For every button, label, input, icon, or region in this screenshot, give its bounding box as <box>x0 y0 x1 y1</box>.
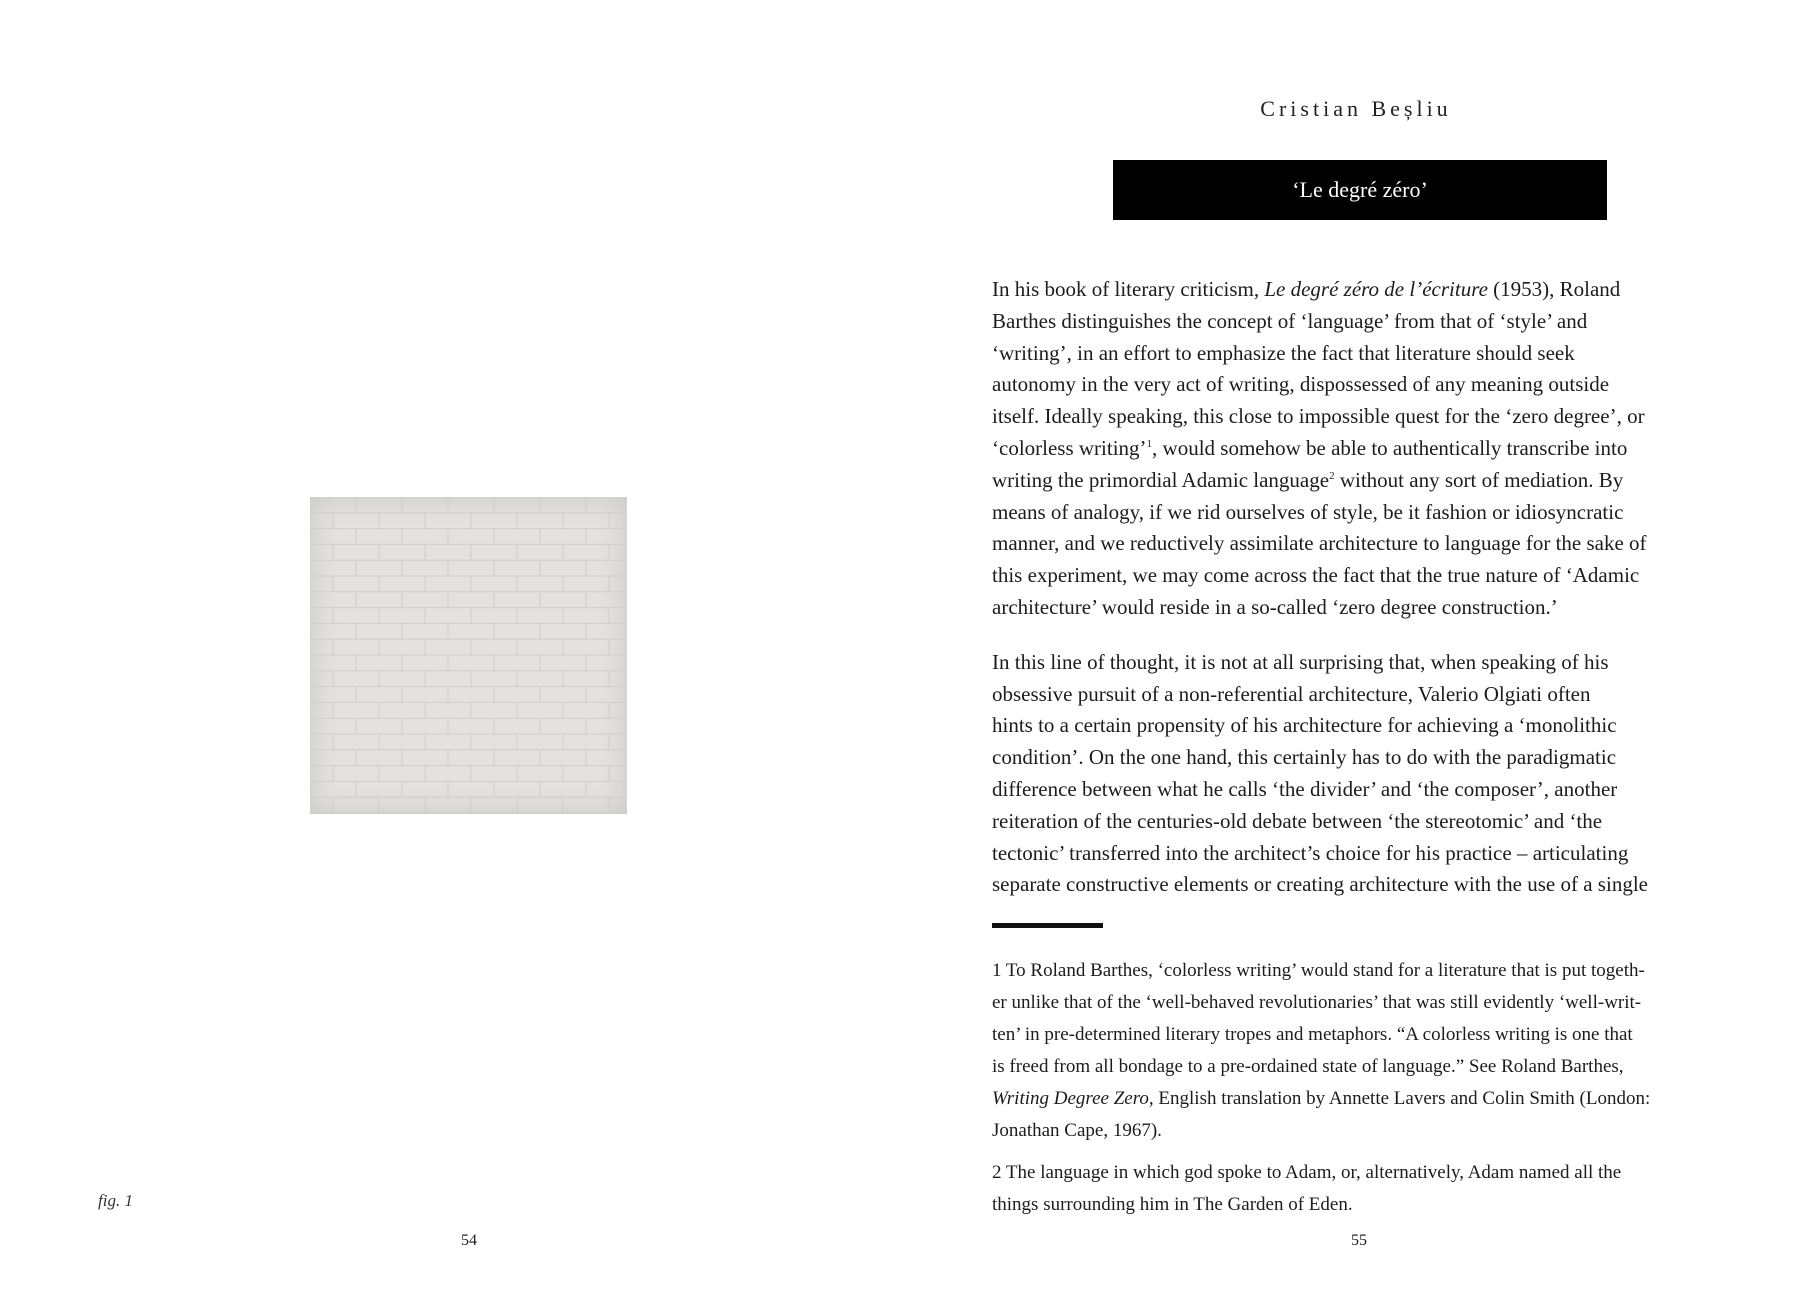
text-line: separate constructive elements or creating architecture with the use of a single <box>992 872 1648 897</box>
text-line: condition’. On the one hand, this certainly has to do with the paradigmatic <box>992 745 1617 770</box>
footnote-ref-1[interactable]: 1 <box>1146 437 1153 450</box>
text-line: means of analogy, if we rid ourselves of style, be it fashion or idiosyncratic <box>992 499 1624 524</box>
text-line: Barthes distinguishes the concept of ‘language’ from that of ‘style’ and <box>992 308 1588 333</box>
right-page <box>904 0 1808 1296</box>
brick-wall-figure <box>310 497 627 814</box>
cited-title-italic: Writing Degree Zero, <box>992 1088 1154 1109</box>
chapter-title: ‘Le degré zéro’ <box>1292 177 1428 202</box>
text-line: writing the primordial Adamic language$^2$ without any sort of mediation. By <box>992 467 1624 492</box>
text-line: this experiment, we may come across the fact that the true nature of ‘Adamic <box>992 563 1640 588</box>
figure-caption: fig. 1 <box>98 1191 133 1210</box>
footnote-ref-2[interactable]: 2 <box>1329 469 1335 482</box>
text-line: obsessive pursuit of a non-referential architecture, Valerio Olgiati often <box>992 681 1591 706</box>
text-line: ‘colorless writing’$^1$, would somehow be able to authentically transcribe into <box>992 435 1628 460</box>
page-number-right: 55 <box>1351 1232 1367 1249</box>
footnote-divider <box>992 923 1103 928</box>
chapter-title-bar <box>1113 160 1607 220</box>
footnotes <box>992 955 1752 1231</box>
footnote-line: Writing Degree Zero, English translation by Annette Lavers and Colin Smith (London: <box>992 1088 1651 1109</box>
footnote-line: things surrounding him in The Garden of Eden. <box>992 1194 1353 1215</box>
text-line: architecture’ would reside in a so-called ‘zero degree construction.’ <box>992 594 1558 619</box>
footnote-line: is freed from all bondage to a pre-ordained state of language.” See Roland Barthes, <box>992 1056 1624 1077</box>
text-line: difference between what he calls ‘the divider’ and ‘the composer’, another <box>992 776 1618 801</box>
body-text <box>992 274 1742 924</box>
text-line: In this line of thought, it is not at all surprising that, when speaking of his <box>992 649 1609 674</box>
text-line: autonomy in the very act of writing, dispossessed of any meaning outside <box>992 372 1610 397</box>
footnote-2 <box>992 1157 1752 1221</box>
page-number-left: 54 <box>461 1232 477 1249</box>
footnote-line: Jonathan Cape, 1967). <box>992 1120 1162 1141</box>
footnote-line: 2 The language in which god spoke to Adam, or, alternatively, Adam named all the <box>992 1162 1622 1183</box>
text-line: tectonic’ transferred into the architect’s choice for his practice – articulating <box>992 840 1629 865</box>
author-name: Cristian Beșliu <box>1260 96 1452 121</box>
footnote-line: ten’ in pre-determined literary tropes and metaphors. “A colorless writing is one that <box>992 1024 1633 1045</box>
text-line: ‘writing’, in an effort to emphasize the fact that literature should seek <box>992 340 1575 365</box>
text-line: In his book of literary criticism, Le degré zéro de l’écriture (1953), Roland <box>992 277 1621 301</box>
footnote-line: er unlike that of the ‘well-behaved revolutionaries’ that was still evidently ‘well-writ- <box>992 992 1642 1013</box>
text-line: itself. Ideally speaking, this close to impossible quest for the ‘zero degree’, or <box>992 404 1645 429</box>
text-line: hints to a certain propensity of his architecture for achieving a ‘monolithic <box>992 713 1617 738</box>
text-line: manner, and we reductively assimilate architecture to language for the sake of <box>992 531 1647 556</box>
book-title-italic: Le degré zéro de l’écriture <box>1264 277 1488 301</box>
footnote-1 <box>992 955 1752 1147</box>
paragraph-2 <box>992 647 1742 901</box>
text-line: reiteration of the centuries-old debate between ‘the stereotomic’ and ‘the <box>992 808 1603 833</box>
brick-wall-image <box>310 497 627 814</box>
footnote-line: 1 To Roland Barthes, ‘colorless writing’ would stand for a literature that is put togeth- <box>992 960 1645 981</box>
paragraph-1 <box>992 274 1742 624</box>
